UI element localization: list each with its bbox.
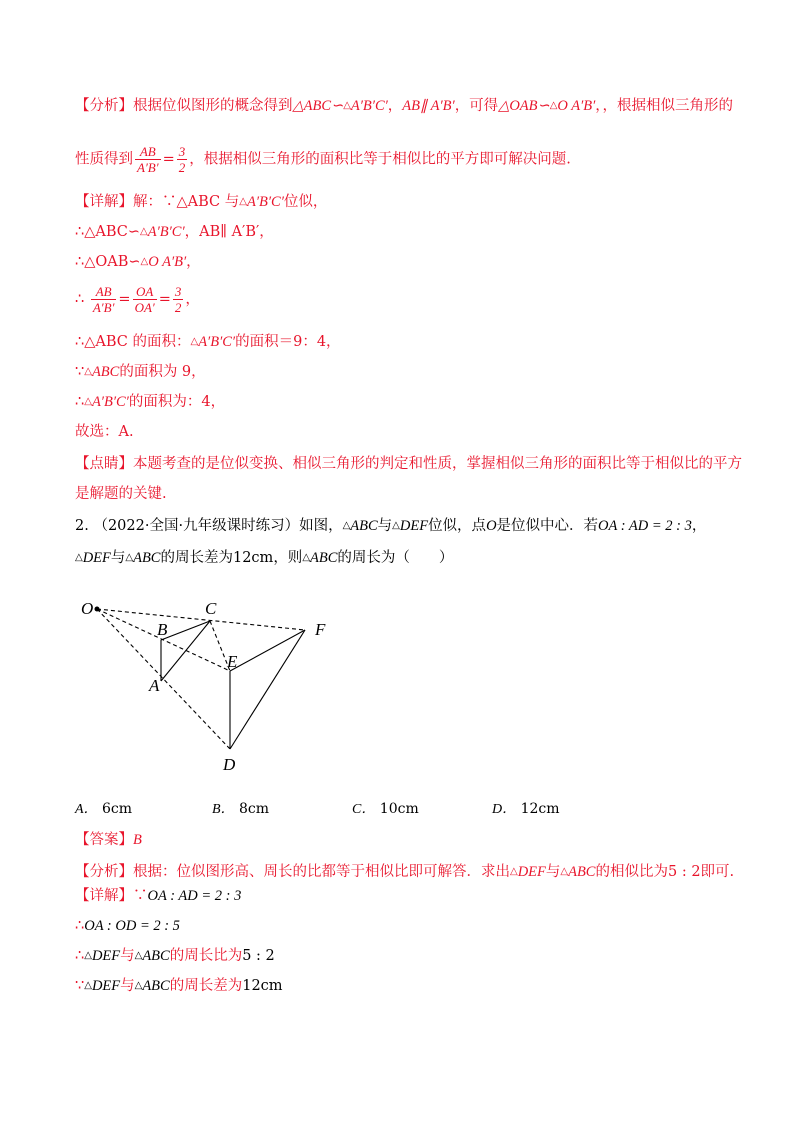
option-a[interactable]: A． 6cm [75,801,133,817]
label-o: O [81,599,94,618]
detail-line-6: ∵△ABC的面积为 9， [75,364,206,380]
fraction: $\frac{AB}{A'B'}$ [137,144,159,175]
label-d: D [223,755,236,774]
question-2-line-2: △DEF与△ABC的周长差为12cm，则△ABC的周长为（ ） [75,550,454,566]
detail-2-line-2: ∴OA : OD = 2 : 5 [75,918,180,934]
question-2-line-1: 2. （2022·全国·九年级课时练习）如图，△ABC与△DEF位似，点O是位似中心．若OA : AD = 2 : 3， [75,518,707,534]
option-b[interactable]: B． 8cm [212,801,270,817]
detail-2-line-3: ∴△DEF与△ABC的周长比为5 : 2 [75,948,275,964]
detail-2-line-4: ∵△DEF与△ABC的周长差为12cm [75,978,283,994]
label-b: B [157,620,168,639]
label-e: E [227,652,238,671]
detail-line-4: ∴ $\frac{AB}{A'B'}$ = $\frac{OA}{OA'}$ = $\frac{3}{2}$ ， [75,284,200,315]
option-c[interactable]: C． 10cm [352,801,419,817]
detail-2-line-1: 【详解】∵OA : AD = 2 : 3 [75,888,242,904]
label-a: A [149,676,160,695]
homothety-figure [75,595,355,780]
analysis-line-1: 【分析】根据位似图形的概念得到△ABC∽△A′B′C′，AB∥ A′B′，可得△OAB∽△O A′B′，，根据相似三角形的 [75,98,734,114]
detail-line-5: ∴△ABC 的面积：△A′B′C′的面积＝9：4， [75,334,341,350]
detail-line-2: ∴△ABC∽△A′B′C′，AB∥ A′B′， [75,224,274,240]
detail-line-7: ∴△A′B′C′的面积为：4， [75,394,226,410]
detail-line-1: 【详解】解：∵△ABC 与△A′B′C′位似， [75,194,328,210]
analysis-2-line: 【分析】根据：位似图形高、周长的比都等于相似比即可解答．求出△DEF与△ABC的相似比为5 : 2即可. [75,864,735,880]
comment-line-1: 【点睛】本题考查的是位似变换、相似三角形的判定和性质，掌握相似三角形的面积比等于相似比的平方 [75,456,742,472]
answer-2: 【答案】B [75,832,142,848]
option-d[interactable]: D． 12cm [492,801,560,817]
label-c: C [205,599,217,618]
detail-line-3: ∴△OAB∽△O A′B′， [75,254,201,270]
comment-line-2: 是解题的关键. [75,486,167,502]
label-f: F [315,620,326,639]
detail-line-8: 故选：A. [75,424,134,440]
analysis-line-2: 性质得到 $\frac{AB}{A'B'}$ = $\frac{3}{2}$ ，根据相似三角形的面积比等于相似比的平方即可解决问题. [75,144,571,175]
